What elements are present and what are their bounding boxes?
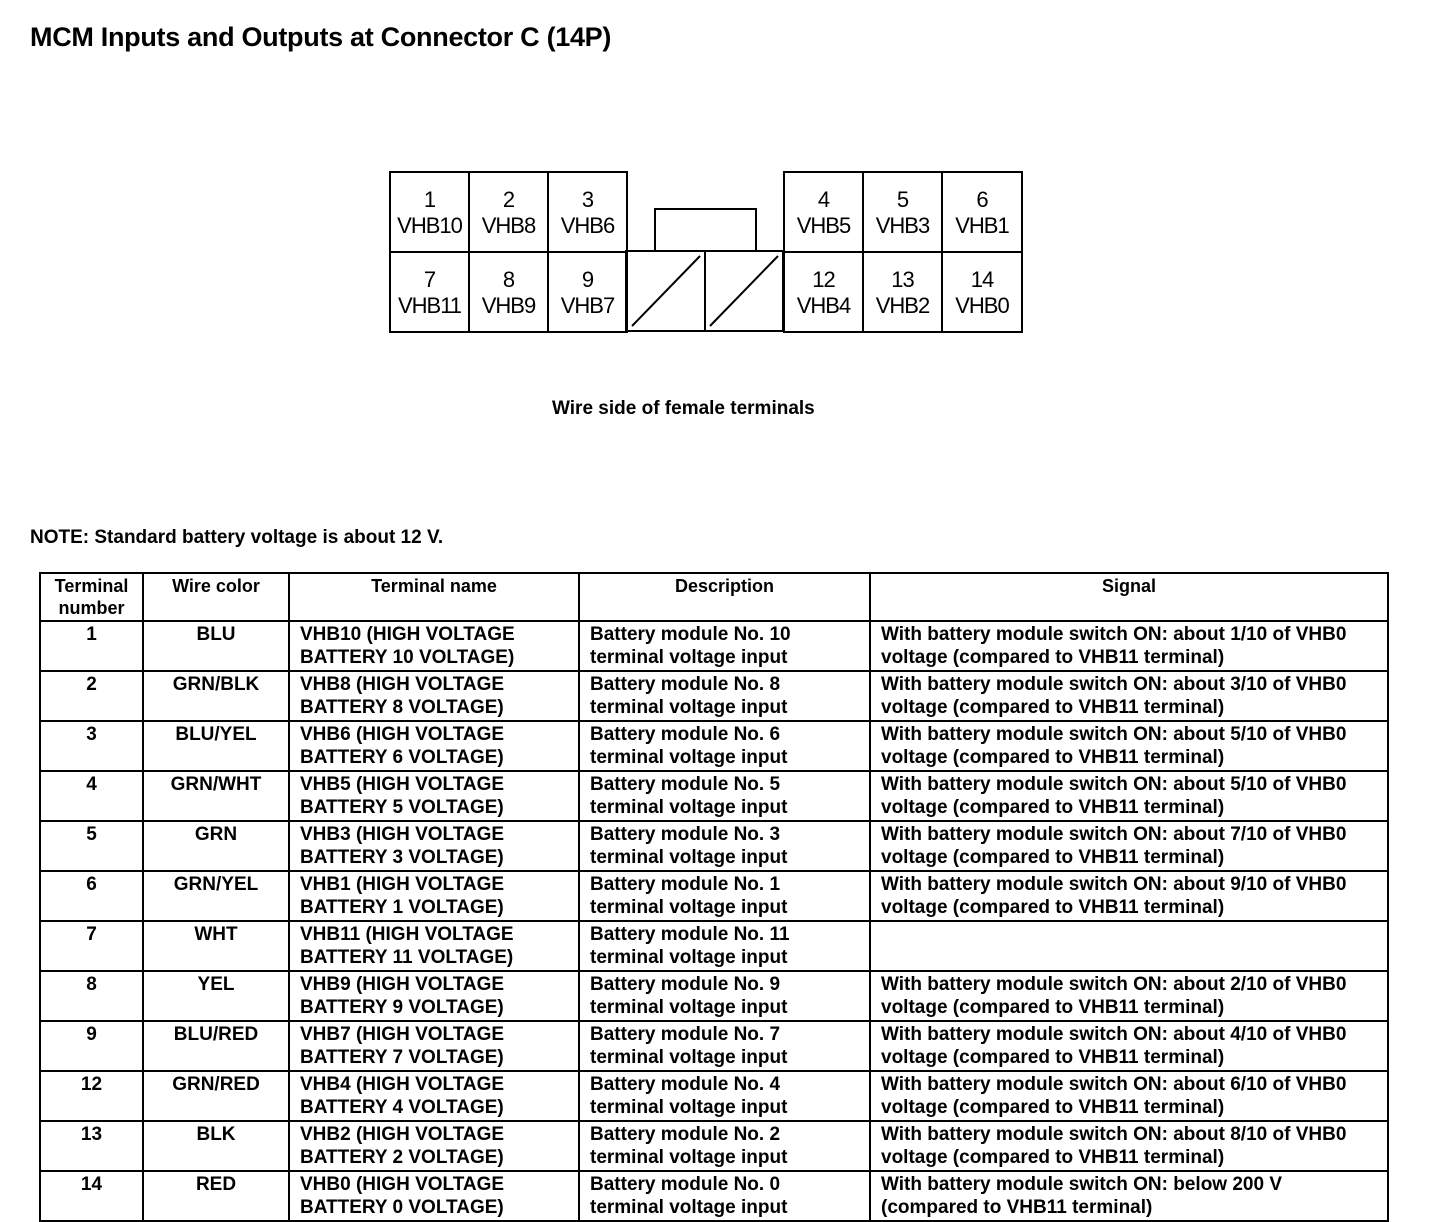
terminal-number-cell: 2: [40, 671, 143, 721]
table-row: [40, 821, 1388, 871]
column-header: Wire color: [143, 573, 289, 621]
signal-cell: With battery module switch ON: about 5/10 of VHB0 voltage (compared to VHB11 terminal): [870, 771, 1388, 821]
table-row: [40, 621, 1388, 671]
wire-color-cell: GRN: [143, 821, 289, 871]
terminal-number: 2: [502, 187, 515, 212]
wire-color-cell: YEL: [143, 971, 289, 1021]
description-cell: Battery module No. 9 terminal voltage input: [579, 971, 870, 1021]
signal-cell: With battery module switch ON: about 7/10 of VHB0 voltage (compared to VHB11 terminal): [870, 821, 1388, 871]
table-row: [40, 1121, 1388, 1171]
terminal-name: VHB2: [875, 293, 930, 318]
wire-color-cell: BLU/RED: [143, 1021, 289, 1071]
terminal-number-cell: 14: [40, 1171, 143, 1221]
table-row: [40, 871, 1388, 921]
terminal-number-cell: 7: [40, 921, 143, 971]
description-cell: Battery module No. 6 terminal voltage input: [579, 721, 870, 771]
column-header: Description: [579, 573, 870, 621]
connector-outline: [0, 0, 1440, 400]
connector-caption: Wire side of female terminals: [552, 398, 815, 419]
terminal-name: VHB1: [955, 213, 1009, 238]
page-title: MCM Inputs and Outputs at Connector C (14P): [30, 22, 612, 52]
wire-color-cell: GRN/BLK: [143, 671, 289, 721]
terminal-number-cell: 6: [40, 871, 143, 921]
terminal-name-cell: VHB5 (HIGH VOLTAGE BATTERY 5 VOLTAGE): [289, 771, 579, 821]
wire-color-cell: BLU: [143, 621, 289, 671]
terminal-number: 8: [502, 267, 515, 292]
terminal-name-cell: VHB8 (HIGH VOLTAGE BATTERY 8 VOLTAGE): [289, 671, 579, 721]
terminal-name-cell: VHB3 (HIGH VOLTAGE BATTERY 3 VOLTAGE): [289, 821, 579, 871]
terminal-number-cell: 13: [40, 1121, 143, 1171]
terminal-name: VHB0: [955, 293, 1009, 318]
terminal-number: 12: [812, 267, 835, 292]
terminal-number: 9: [581, 267, 594, 292]
signal-cell: With battery module switch ON: about 8/10 of VHB0 voltage (compared to VHB11 terminal): [870, 1121, 1388, 1171]
description-cell: Battery module No. 8 terminal voltage input: [579, 671, 870, 721]
description-cell: Battery module No. 4 terminal voltage input: [579, 1071, 870, 1121]
terminal-name: VHB5: [796, 213, 851, 238]
terminal-number: 6: [976, 187, 988, 212]
terminal-number-cell: 1: [40, 621, 143, 671]
signal-cell: With battery module switch ON: about 6/10 of VHB0 voltage (compared to VHB11 terminal): [870, 1071, 1388, 1121]
table-row: [40, 1071, 1388, 1121]
terminal-name: VHB9: [481, 293, 536, 318]
terminal-name: VHB10: [397, 213, 462, 238]
terminal-number: 1: [423, 187, 436, 212]
description-cell: Battery module No. 0 terminal voltage input: [579, 1171, 870, 1221]
connector-lock-tab: [655, 209, 756, 251]
terminal-name: VHB11: [397, 293, 462, 318]
description-cell: Battery module No. 5 terminal voltage input: [579, 771, 870, 821]
terminal-name-cell: VHB6 (HIGH VOLTAGE BATTERY 6 VOLTAGE): [289, 721, 579, 771]
terminal-number-cell: 12: [40, 1071, 143, 1121]
wire-color-cell: BLU/YEL: [143, 721, 289, 771]
terminal-number-cell: 4: [40, 771, 143, 821]
terminal-name-cell: VHB2 (HIGH VOLTAGE BATTERY 2 VOLTAGE): [289, 1121, 579, 1171]
description-cell: Battery module No. 3 terminal voltage input: [579, 821, 870, 871]
terminal-name-cell: VHB4 (HIGH VOLTAGE BATTERY 4 VOLTAGE): [289, 1071, 579, 1121]
terminal-number: 4: [817, 187, 830, 212]
signal-cell: With battery module switch ON: about 1/10 of VHB0 voltage (compared to VHB11 terminal): [870, 621, 1388, 671]
terminal-number: 3: [581, 187, 594, 212]
terminal-number-cell: 5: [40, 821, 143, 871]
signal-cell: With battery module switch ON: about 3/10 of VHB0 voltage (compared to VHB11 terminal): [870, 671, 1388, 721]
description-cell: Battery module No. 11 terminal voltage input: [579, 921, 870, 971]
terminal-name-cell: VHB7 (HIGH VOLTAGE BATTERY 7 VOLTAGE): [289, 1021, 579, 1071]
terminal-name-cell: VHB0 (HIGH VOLTAGE BATTERY 0 VOLTAGE): [289, 1171, 579, 1221]
signal-cell: With battery module switch ON: about 2/10 of VHB0 voltage (compared to VHB11 terminal): [870, 971, 1388, 1021]
note: NOTE: Standard battery voltage is about 12 V.: [30, 527, 444, 548]
table-row: [40, 771, 1388, 821]
table-row: [40, 1171, 1388, 1221]
signal-cell: [870, 921, 1388, 971]
terminal-name: VHB3: [875, 213, 930, 238]
table-row: [40, 671, 1388, 721]
terminal-number-cell: 9: [40, 1021, 143, 1071]
wire-color-cell: GRN/RED: [143, 1071, 289, 1121]
table-row: [40, 1021, 1388, 1071]
terminal-name: VHB6: [560, 213, 615, 238]
wire-color-cell: GRN/WHT: [143, 771, 289, 821]
terminal-number: 13: [891, 267, 914, 292]
description-cell: Battery module No. 2 terminal voltage input: [579, 1121, 870, 1171]
terminal-number-cell: 3: [40, 721, 143, 771]
description-cell: Battery module No. 10 terminal voltage input: [579, 621, 870, 671]
terminal-number-cell: 8: [40, 971, 143, 1021]
terminal-name-cell: VHB1 (HIGH VOLTAGE BATTERY 1 VOLTAGE): [289, 871, 579, 921]
column-header: Terminal name: [289, 573, 579, 621]
wire-color-cell: BLK: [143, 1121, 289, 1171]
terminal-number: 14: [970, 267, 994, 292]
signal-cell: With battery module switch ON: about 4/10 of VHB0 voltage (compared to VHB11 terminal): [870, 1021, 1388, 1071]
terminal-name: VHB8: [481, 213, 536, 238]
terminal-name-cell: VHB11 (HIGH VOLTAGE BATTERY 11 VOLTAGE): [289, 921, 579, 971]
terminal-name: VHB7: [560, 293, 615, 318]
terminal-name: VHB4: [796, 293, 851, 318]
table-row: [40, 921, 1388, 971]
signal-cell: With battery module switch ON: about 9/10 of VHB0 voltage (compared to VHB11 terminal): [870, 871, 1388, 921]
terminal-name-cell: VHB10 (HIGH VOLTAGE BATTERY 10 VOLTAGE): [289, 621, 579, 671]
column-header: Terminal number: [40, 573, 143, 621]
terminal-number: 7: [423, 267, 436, 292]
table-row: [40, 721, 1388, 771]
terminal-name-cell: VHB9 (HIGH VOLTAGE BATTERY 9 VOLTAGE): [289, 971, 579, 1021]
signal-cell: With battery module switch ON: below 200 V (compared to VHB11 terminal): [870, 1171, 1388, 1221]
table-row: [40, 971, 1388, 1021]
description-cell: Battery module No. 1 terminal voltage input: [579, 871, 870, 921]
terminal-table: [39, 572, 1389, 1222]
wire-color-cell: GRN/YEL: [143, 871, 289, 921]
column-header: Signal: [870, 573, 1388, 621]
wire-color-cell: RED: [143, 1171, 289, 1221]
description-cell: Battery module No. 7 terminal voltage input: [579, 1021, 870, 1071]
wire-color-cell: WHT: [143, 921, 289, 971]
terminal-number: 5: [896, 187, 909, 212]
signal-cell: With battery module switch ON: about 5/10 of VHB0 voltage (compared to VHB11 terminal): [870, 721, 1388, 771]
